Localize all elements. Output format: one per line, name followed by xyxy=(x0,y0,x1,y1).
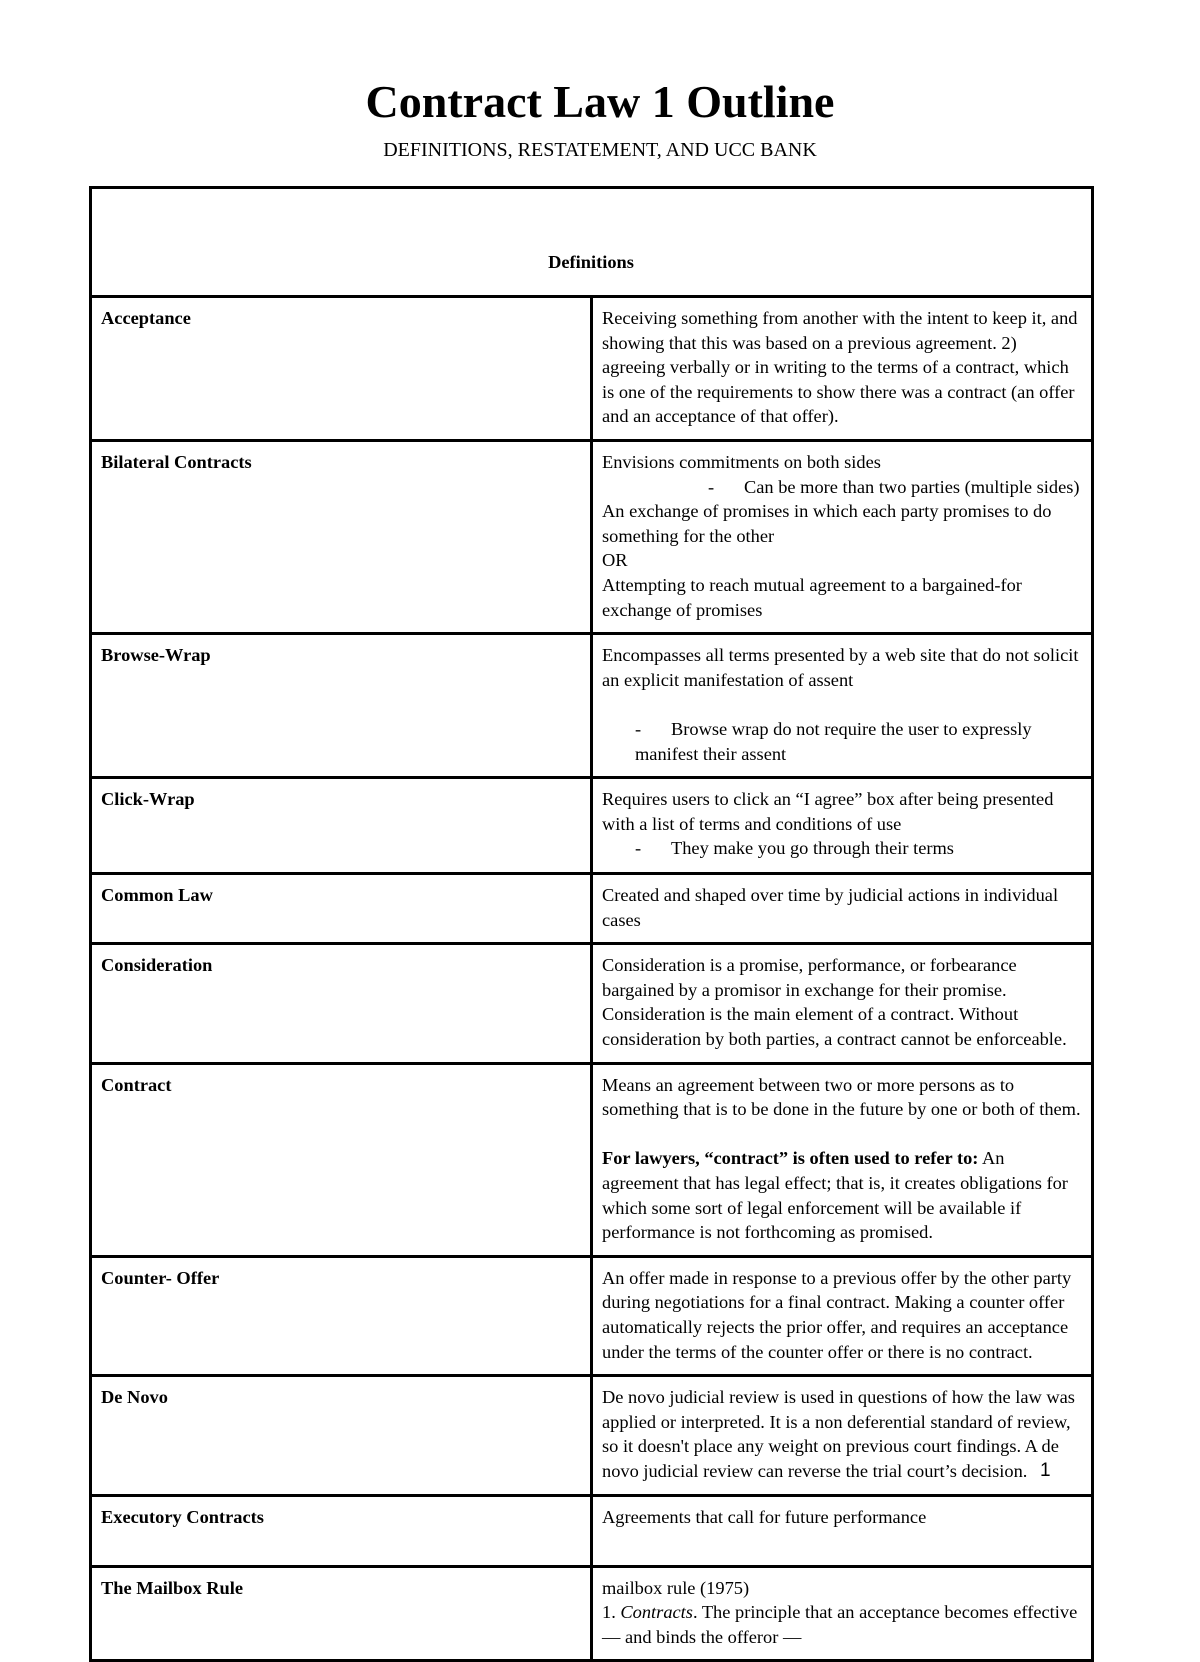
table-row xyxy=(91,297,1093,441)
bullet-item xyxy=(602,475,1081,500)
definition-text: An exchange of promises in which each party promises to do something for the other xyxy=(602,501,1052,546)
definition-text xyxy=(602,1146,1081,1244)
definitions-table xyxy=(89,186,1094,1662)
definition-cell xyxy=(592,944,1093,1063)
definition-cell xyxy=(592,1063,1093,1256)
table-row xyxy=(91,634,1093,778)
list-number: 1. xyxy=(602,1602,621,1623)
bullet-item xyxy=(602,717,1081,766)
definition-cell xyxy=(592,874,1093,944)
term-cell: Executory Contracts xyxy=(91,1495,592,1566)
table-header: Definitions xyxy=(91,188,1093,297)
bullet-text: They make you go through their terms xyxy=(671,838,954,859)
definition-cell xyxy=(592,1495,1093,1566)
definition-text: De novo judicial review is used in questions of how the law was applied or interpreted. It is a non deferential standard of review, so it doesn't place any weight on previous court findings. A de novo judicial review can reverse the trial court’s decision. xyxy=(602,1387,1075,1481)
page-number: 1 xyxy=(1040,1460,1051,1481)
term-cell: Counter- Offer xyxy=(91,1256,592,1375)
definition-text-continued: . The principle that an acceptance becomes effective — and binds the offeror — xyxy=(602,1602,1078,1647)
table-row xyxy=(91,944,1093,1063)
definition-cell xyxy=(592,297,1093,441)
table-row xyxy=(91,1256,1093,1375)
definition-text: Requires users to click an “I agree” box after being presented with a list of terms and conditions of use xyxy=(602,789,1054,834)
definition-text: Consideration is a promise, performance, or forbearance bargained by a promisor in exchange for their promise. Consideration is the main element of a contract. Without consideration by both parties, a contract cannot be enforceable. xyxy=(602,955,1067,1050)
definition-text: Receiving something from another with the intent to keep it, and showing that this was based on a previous agreement. 2) agreeing verbally or in writing to the terms of a contract, which is one of the requirements to show there was a contract (an offer and an acceptance of that offer). xyxy=(602,308,1078,427)
definition-text: An offer made in response to a previous offer by the other party during negotiations for a final contract. Making a counter offer automatically rejects the prior offer, and requires an acceptance under the terms of the counter offer or there is no contract. xyxy=(602,1267,1072,1362)
table-row xyxy=(91,440,1093,633)
definition-text: mailbox rule (1975) xyxy=(602,1577,750,1598)
definition-cell xyxy=(592,1256,1093,1375)
definition-text: Encompasses all terms presented by a web site that do not solicit an explicit manifestation of assent xyxy=(602,645,1079,690)
definition-text: Means an agreement between two or more persons as to something that is to be done in the future by one or both of them. xyxy=(602,1074,1081,1120)
definition-text: Created and shaped over time by judicial actions in individual cases xyxy=(602,885,1059,930)
definition-text: Envisions commitments on both sides xyxy=(602,451,881,472)
definition-cell xyxy=(592,440,1093,633)
definition-cell xyxy=(592,1376,1093,1495)
term-cell: Common Law xyxy=(91,874,592,944)
definition-text: OR xyxy=(602,550,628,571)
table-header-row xyxy=(91,188,1093,297)
term-cell: Bilateral Contracts xyxy=(91,440,592,633)
table-row xyxy=(91,874,1093,944)
term-cell: Click-Wrap xyxy=(91,778,592,874)
term-cell: Browse-Wrap xyxy=(91,634,592,778)
document-title: Contract Law 1 Outline xyxy=(365,76,835,127)
table-row xyxy=(91,1566,1093,1661)
definition-text-continued: An agreement that has legal effect; that is, it creates obligations for which some sort of legal enforcement will be available if performance is not forthcoming as promised. xyxy=(602,1148,1068,1243)
document-subtitle: DEFINITIONS, RESTATEMENT, AND UCC BANK xyxy=(383,139,817,161)
bullet-item xyxy=(602,836,1081,861)
definition-text xyxy=(602,1600,1081,1649)
definition-cell xyxy=(592,778,1093,874)
bullet-text: Browse wrap do not require the user to expressly manifest their assent xyxy=(635,718,1032,764)
bullet-text: Can be more than two parties (multiple sides) xyxy=(744,476,1080,497)
table-row xyxy=(91,778,1093,874)
bullet-dash: - xyxy=(708,476,715,497)
definition-text: Attempting to reach mutual agreement to a bargained-for exchange of promises xyxy=(602,574,1022,620)
definition-emphasis: Contracts xyxy=(620,1602,693,1623)
table-row xyxy=(91,1063,1093,1256)
definition-emphasis: For lawyers, “contract” is often used to refer to: xyxy=(602,1148,979,1169)
table-row xyxy=(91,1495,1093,1566)
term-cell: The Mailbox Rule xyxy=(91,1566,592,1661)
bullet-dash: - xyxy=(635,718,642,739)
definition-cell xyxy=(592,1566,1093,1661)
term-cell: Contract xyxy=(91,1063,592,1256)
term-cell: Acceptance xyxy=(91,297,592,441)
definition-cell xyxy=(592,634,1093,778)
table-row xyxy=(91,1376,1093,1495)
term-cell: Consideration xyxy=(91,944,592,1063)
definition-text: Agreements that call for future performance xyxy=(602,1506,927,1527)
bullet-dash: - xyxy=(635,838,642,859)
term-cell: De Novo xyxy=(91,1376,592,1495)
